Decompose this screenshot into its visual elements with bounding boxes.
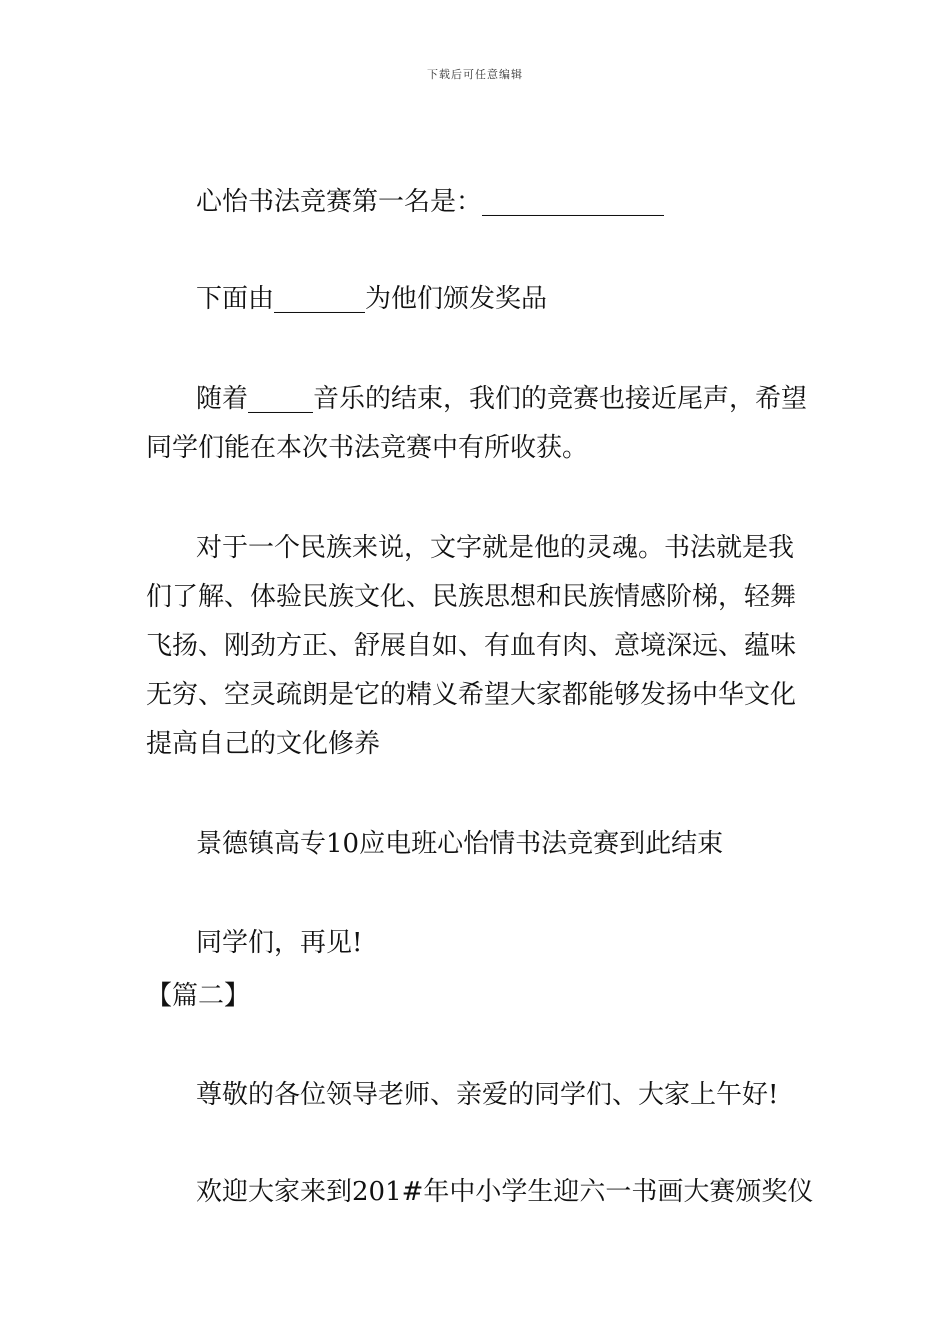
music-end-line-1: 随着_____音乐的结束，我们的竞赛也接近尾声，希望 bbox=[196, 384, 808, 414]
culture-line: 无穷、空灵疏朗是它的精义希望大家都能够发扬中华文化 bbox=[146, 680, 797, 710]
page-header: 下载后可任意编辑 bbox=[427, 68, 523, 81]
culture-line: 们了解、体验民族文化、民族思想和民族情感阶梯，轻舞 bbox=[146, 582, 797, 612]
culture-paragraph bbox=[146, 524, 808, 769]
section-two-heading: 【篇二】 bbox=[146, 981, 251, 1011]
closing-line: 景德镇高专10应电班心怡情书法竞赛到此结束 bbox=[196, 829, 724, 859]
welcome-line: 欢迎大家来到201#年中小学生迎六一书画大赛颁奖仪 bbox=[196, 1177, 814, 1207]
award-presenter-line: 下面由_______为他们颁发奖品 bbox=[196, 284, 548, 314]
music-end-line-2: 同学们能在本次书法竞赛中有所收获。 bbox=[146, 433, 589, 463]
goodbye-line: 同学们，再见! bbox=[196, 928, 363, 958]
greeting-line: 尊敬的各位领导老师、亲爱的同学们、大家上午好! bbox=[196, 1080, 779, 1110]
culture-line: 对于一个民族来说，文字就是他的灵魂。书法就是我 bbox=[196, 533, 795, 563]
culture-line: 飞扬、刚劲方正、舒展自如、有血有肉、意境深远、蕴味 bbox=[146, 631, 797, 661]
culture-line: 提高自己的文化修养 bbox=[146, 729, 381, 759]
first-place-line: 心怡书法竞赛第一名是：______________ bbox=[196, 187, 665, 217]
